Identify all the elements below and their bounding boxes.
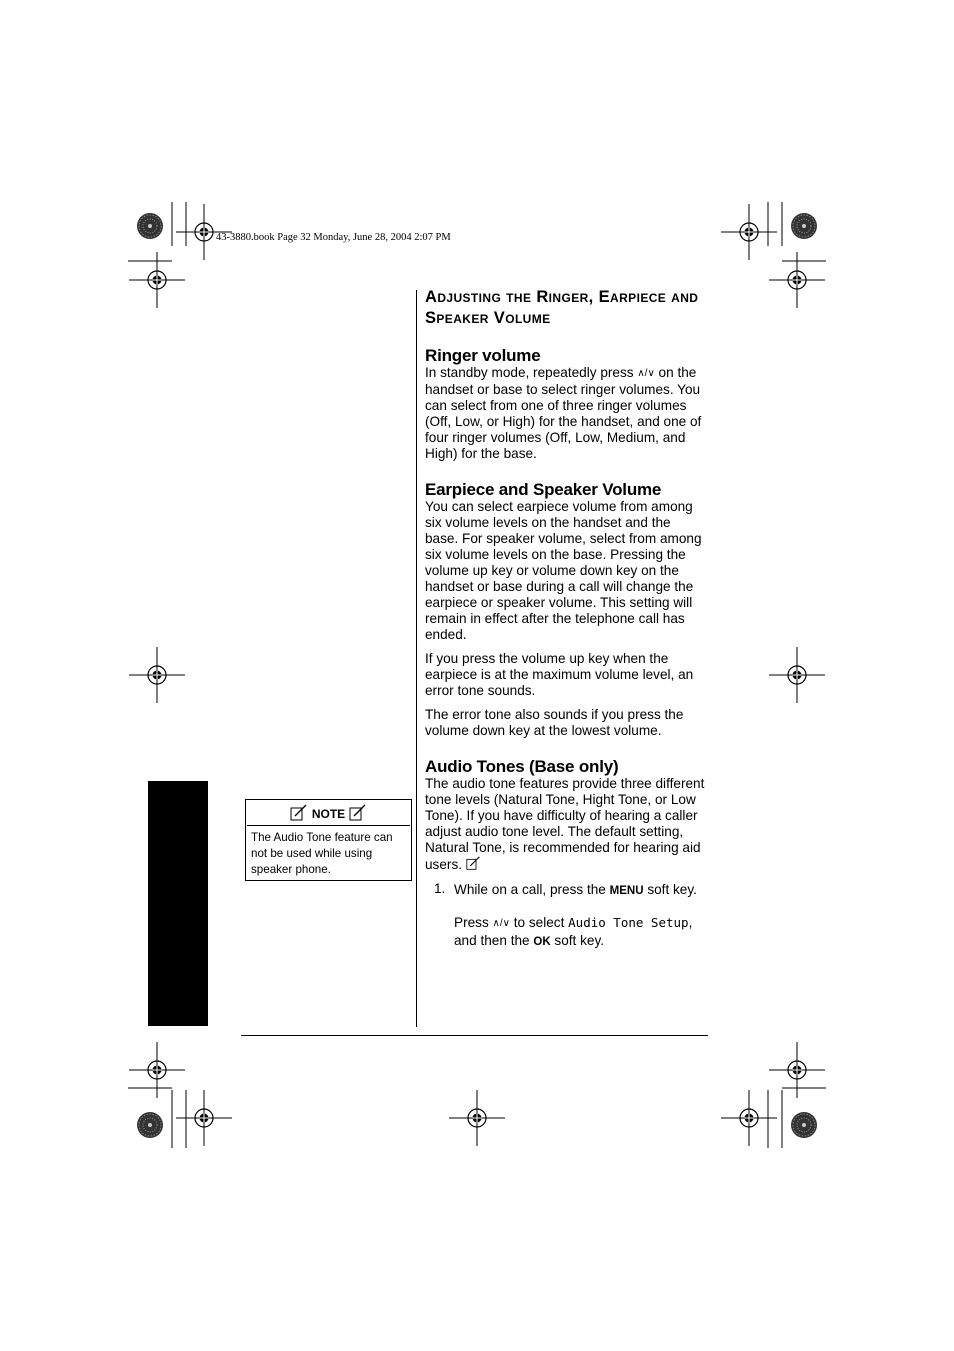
ringer-text-part: In standby mode, repeatedly press xyxy=(425,365,634,380)
note-pencil-icon xyxy=(290,804,308,822)
note-pencil-icon xyxy=(466,856,481,871)
up-down-arrow-icon: ∧/∨ xyxy=(637,368,655,379)
earpiece-paragraph-3: The error tone also sounds if you press the volume down key at the lowest volume. xyxy=(425,707,684,738)
earpiece-paragraph-1: You can select earpiece volume from among six volume levels on the handset and the base. For speaker volume, select from among six volume levels on the base. Pressing the volume up key or volume down key on the handset or base during a call will change the earpiece or speaker volume. This setting will remain in effect after the telephone call has ended. xyxy=(425,499,702,642)
step-text: soft key. xyxy=(647,882,697,897)
ringer-volume-heading: Ringer volume xyxy=(425,346,541,365)
step-1 xyxy=(425,881,707,952)
step-text: While on a call, press the xyxy=(454,882,606,897)
side-thumb-tab xyxy=(148,781,208,1026)
ringer-volume-text xyxy=(425,365,707,462)
column-divider xyxy=(416,290,417,1027)
note-box xyxy=(245,799,412,881)
step-body xyxy=(454,881,707,952)
step-line-1 xyxy=(454,881,707,901)
earpiece-paragraph-2: If you press the volume up key when the earpiece is at the maximum volume level, an error tone sounds. xyxy=(425,651,694,698)
ok-key-label: OK xyxy=(533,936,551,948)
section-title: Adjusting the Ringer, Earpiece and Speaker Volume xyxy=(425,288,699,327)
note-pencil-icon xyxy=(349,804,367,822)
audio-tones-heading: Audio Tones (Base only) xyxy=(425,757,619,776)
step-line-2 xyxy=(454,914,707,952)
note-text: The Audio Tone feature can not be used while using speaker phone. xyxy=(251,831,393,876)
print-header: 43-3880.book Page 32 Monday, June 28, 2004 2:07 PM xyxy=(216,232,451,243)
menu-key-label: MENU xyxy=(609,885,644,897)
note-divider xyxy=(247,825,410,826)
audio-tones-text-body: The audio tone features provide three different tone levels (Natural Tone, Hight Tone, or Low Tone). If you have difficulty of hearing a caller adjust audio tone level. The default setting, Natural Tone, is recommended for hearing aid users. xyxy=(425,776,705,872)
step-text: Press xyxy=(454,914,489,930)
audio-tones-text xyxy=(425,776,707,873)
lcd-menu-text: Audio Tone Setup xyxy=(568,914,689,930)
footer-rule xyxy=(241,1035,708,1036)
earpiece-speaker-heading: Earpiece and Speaker Volume xyxy=(425,480,662,499)
note-title-label: NOTE xyxy=(311,807,346,821)
step-number: 1. xyxy=(434,881,446,896)
step-text: soft key. xyxy=(554,933,605,948)
up-down-arrow-icon: ∧/∨ xyxy=(492,917,510,929)
step-text: , and then the xyxy=(454,914,693,948)
main-column xyxy=(425,287,707,952)
note-title xyxy=(246,803,411,825)
step-text: to select xyxy=(513,914,565,930)
ringer-text-part: on the handset or base to select ringer volumes. You can select from one of three ringer volumes (Off, Low, or High) for the handset, and one of four ringer volumes (Off, Low, Medium, and High) for the base. xyxy=(425,365,702,461)
